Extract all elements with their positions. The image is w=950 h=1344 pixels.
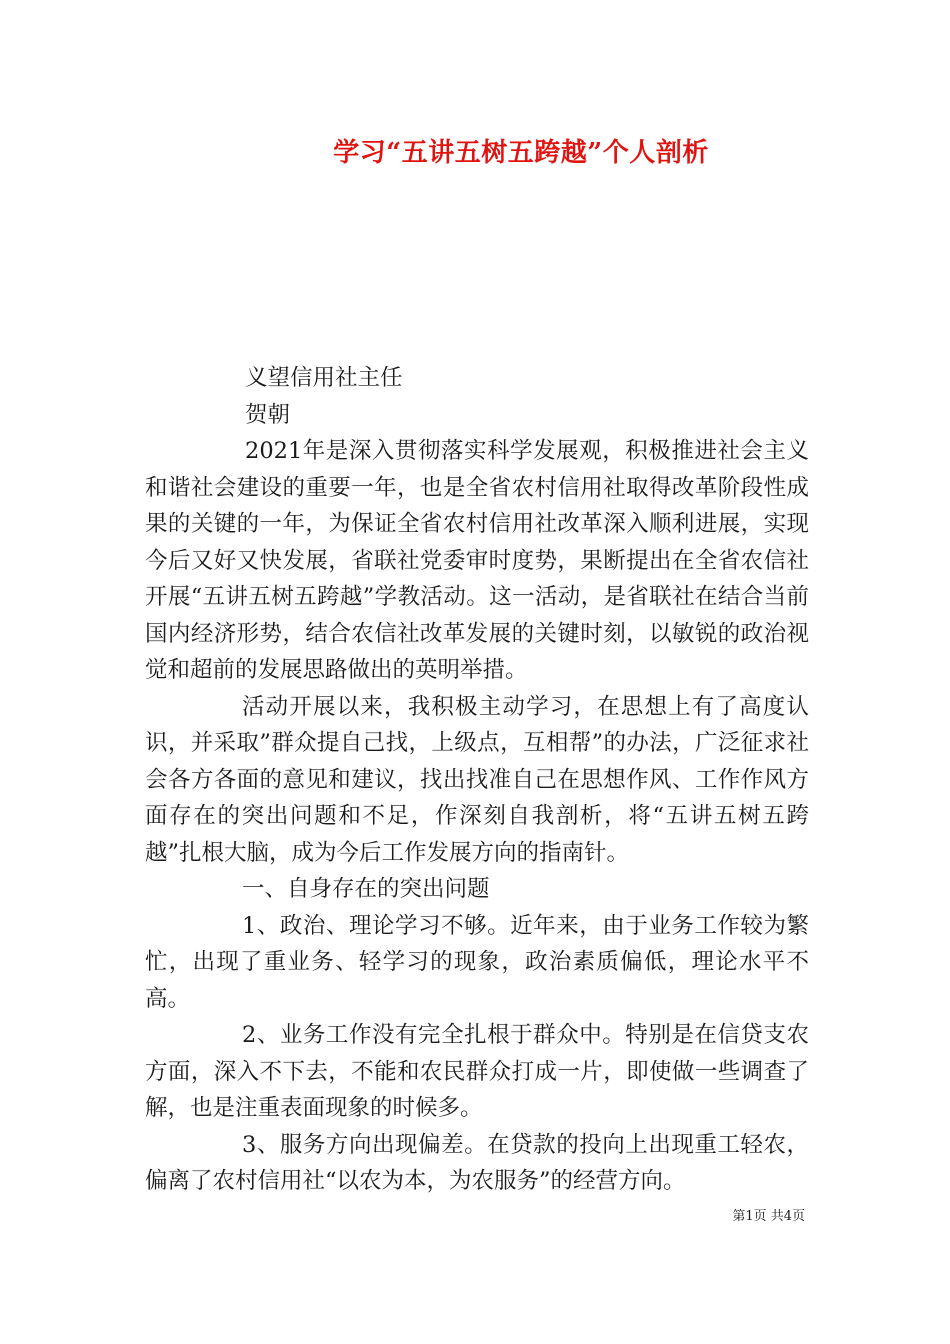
document-body <box>145 360 809 1200</box>
paragraph-item-2: 2、业务工作没有完全扎根于群众中。特别是在信贷支农方面，深入不下去，不能和农民群众打成一片，即使做一些调查了解，也是注重表面现象的时候多。 <box>145 1022 809 1121</box>
paragraph-activity: 活动开展以来，我积极主动学习，在思想上有了高度认识，并采取”群众提自己找，上级点，互相帮”的办法，广泛征求社会各方各面的意见和建议，找出找准自己在思想作风、工作作风方面存在的突出问题和不足，作深刻自我剖析，将“五讲五树五跨越”扎根大脑，成为今后工作发展方向的指南针。 <box>145 693 809 866</box>
paragraph-intro: 2021年是深入贯彻落实科学发展观，积极推进社会主义和谐社会建设的重要一年，也是全省农村信用社取得改革阶段性成果的关键的一年，为保证全省农村信用社改革深入顺利进展，实现今后又好又快发展，省联社党委审时度势，果断提出在全省农信社开展“五讲五树五跨越”学教活动。这一活动，是省联社在结合当前国内经济形势，结合农信社改革发展的关键时刻，以敏锐的政治视觉和超前的发展思路做出的英明举措。 <box>145 438 809 683</box>
paragraph-item-1: 1、政治、理论学习不够。近年来，由于业务工作较为繁忙，出现了重业务、轻学习的现象，政治素质偏低，理论水平不高。 <box>145 912 809 1012</box>
page-number: 第1页 共4页 <box>732 1209 805 1224</box>
paragraph-item-3: 3、服务方向出现偏差。在贷款的投向上出现重工轻农，偏离了农村信用社“以农为本，为农服务”的经营方向。 <box>145 1131 809 1194</box>
author-name: 贺朝 <box>245 401 291 428</box>
author-position: 义望信用社主任 <box>245 365 403 391</box>
section-heading-problems: 一、自身存在的突出问题 <box>242 876 490 902</box>
document-title: 学习“五讲五树五跨越”个人剖析 <box>333 138 709 168</box>
